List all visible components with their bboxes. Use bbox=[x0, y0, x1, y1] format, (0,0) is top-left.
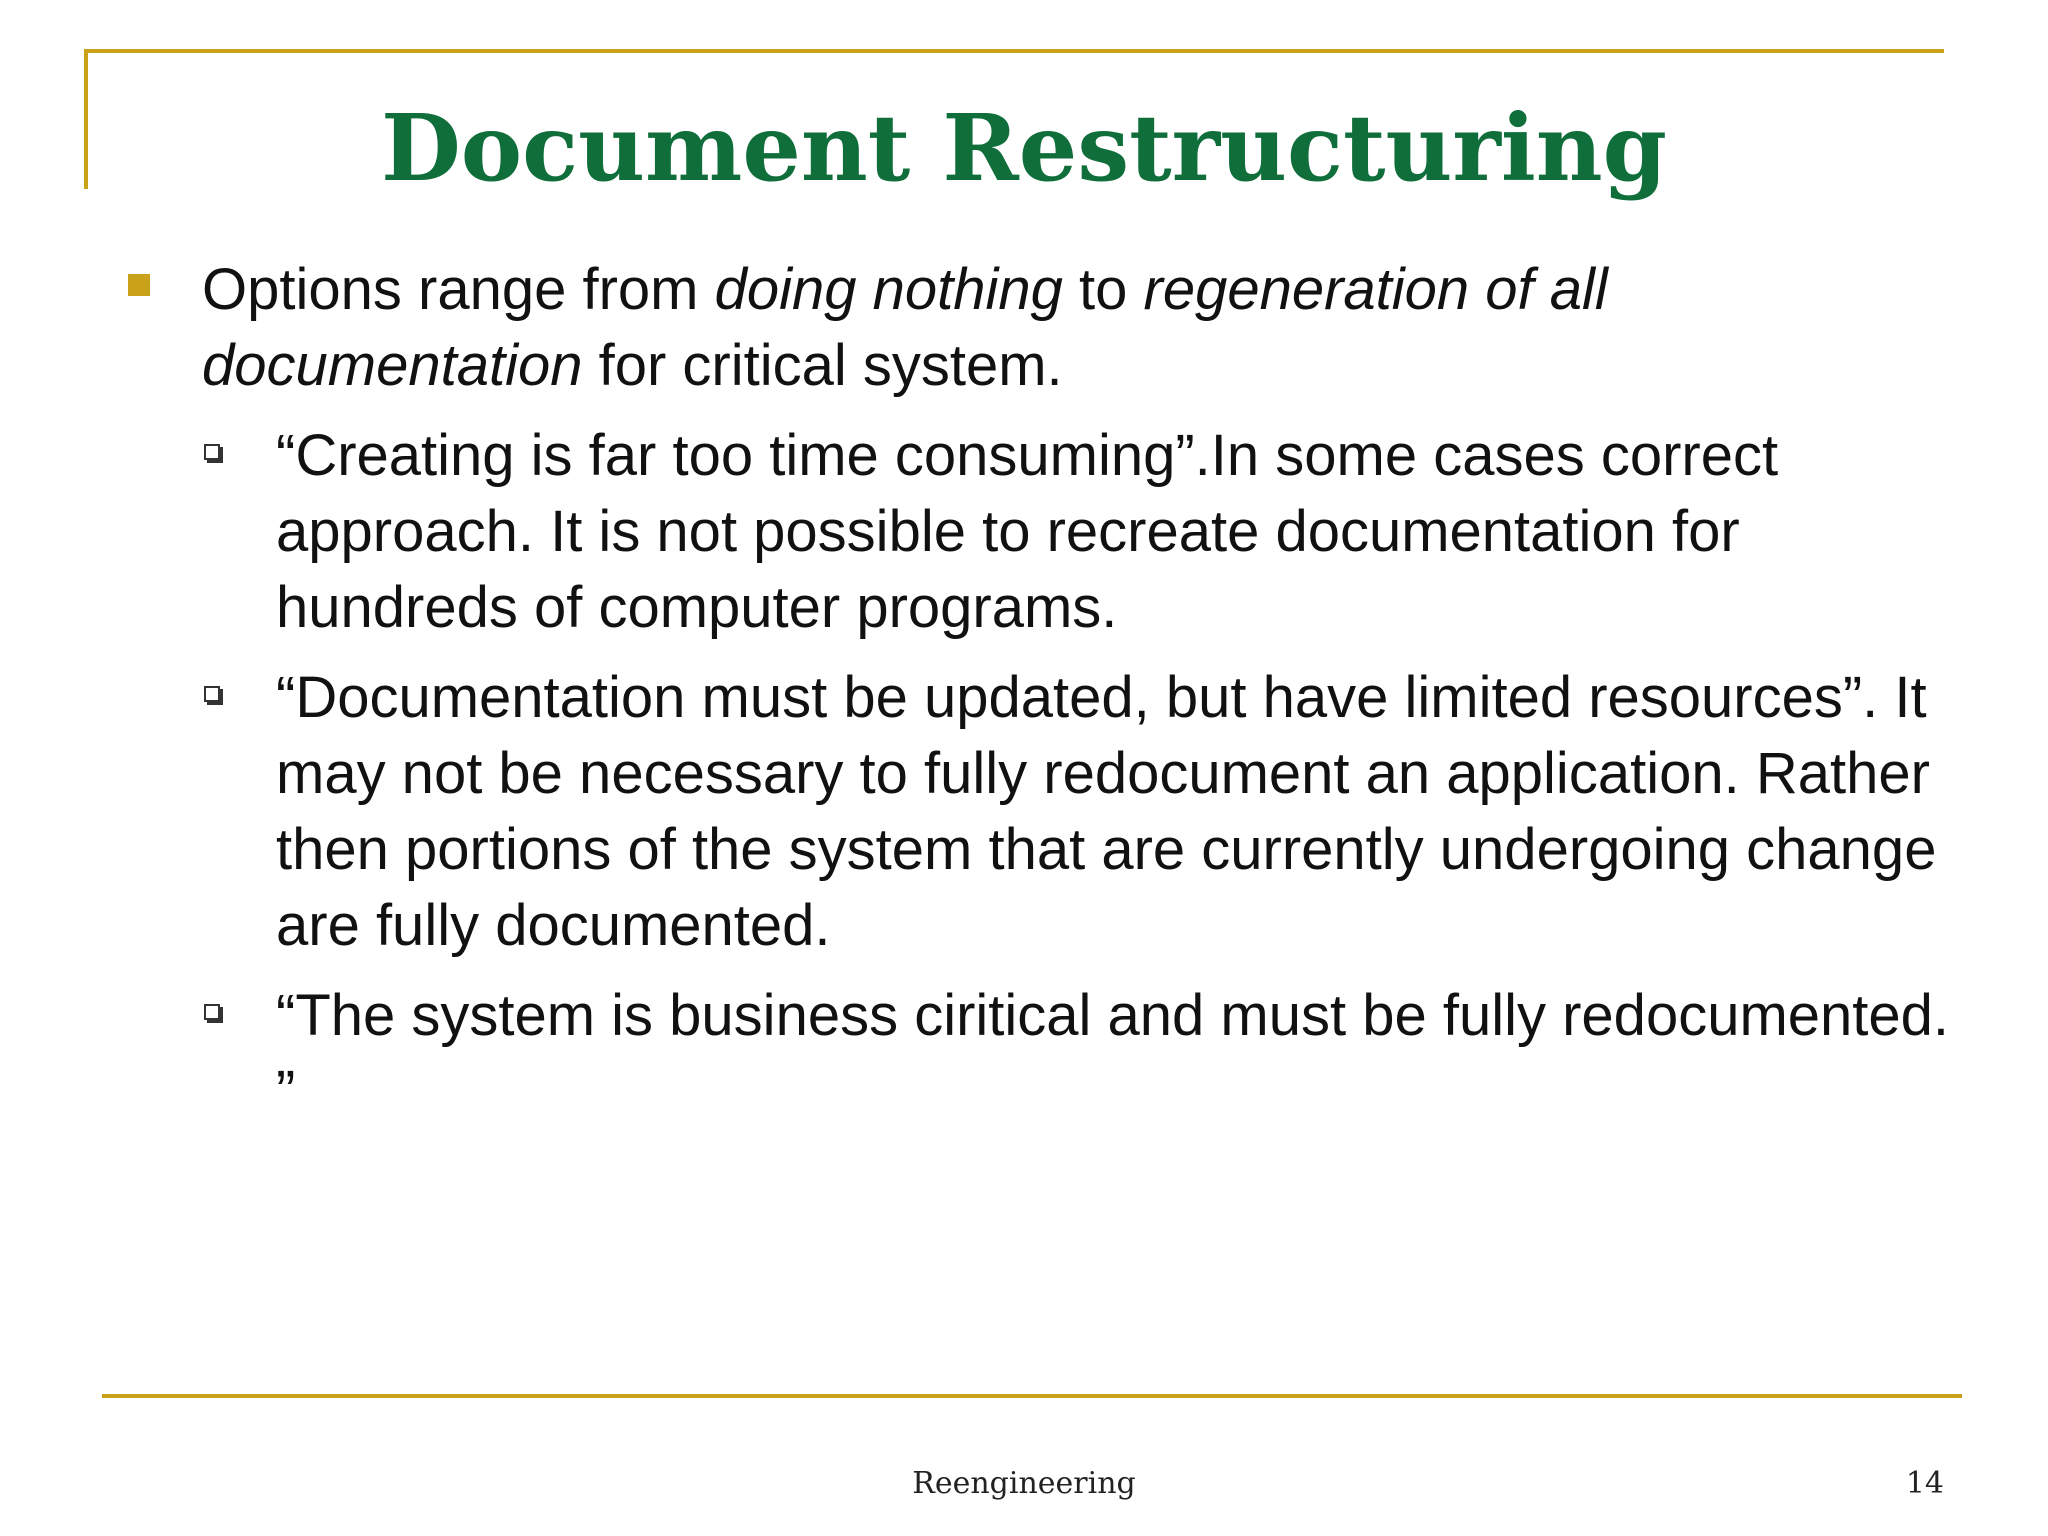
sub-bullet bbox=[202, 978, 1960, 1130]
slide-title: Document Restructuring bbox=[380, 94, 1668, 202]
sub-bullet bbox=[202, 660, 1960, 964]
main-bullet-text-2: to bbox=[1062, 257, 1144, 322]
main-bullet-italic-2: regeneration of all documentation bbox=[202, 257, 1608, 398]
hollow-square-bullet-icon bbox=[204, 1004, 220, 1020]
slide-content bbox=[120, 252, 1960, 1144]
bottom-divider-line bbox=[102, 1394, 1962, 1398]
hollow-square-bullet-icon bbox=[204, 686, 220, 702]
sub-bullet-list bbox=[120, 418, 1960, 1130]
main-bullet-text-3: for critical system. bbox=[582, 333, 1063, 398]
page-number: 14 bbox=[1905, 1466, 1944, 1501]
main-bullet bbox=[120, 252, 1960, 404]
main-bullet-italic-1: doing nothing bbox=[714, 257, 1063, 322]
sub-bullet-text: “Creating is far too time consuming”.In some cases correct approach. It is not possible to recreate documentation for hundreds of computer programs. bbox=[276, 423, 1779, 640]
sub-bullet-text: “The system is business ciritical and must be fully redocumented. ” bbox=[276, 983, 1950, 1124]
main-bullet-text-1: Options range from bbox=[202, 257, 715, 322]
sub-bullet-text: “Documentation must be updated, but have limited resources”. It may not be necessary to fully redocument an application. Rather then portions of the system that are currently undergoing change are fully documented. bbox=[276, 665, 1937, 958]
hollow-square-bullet-icon bbox=[204, 444, 220, 460]
footer-title: Reengineering bbox=[912, 1466, 1136, 1501]
square-bullet-icon bbox=[128, 274, 150, 296]
top-border-line bbox=[84, 49, 1944, 53]
sub-bullet bbox=[202, 418, 1960, 646]
